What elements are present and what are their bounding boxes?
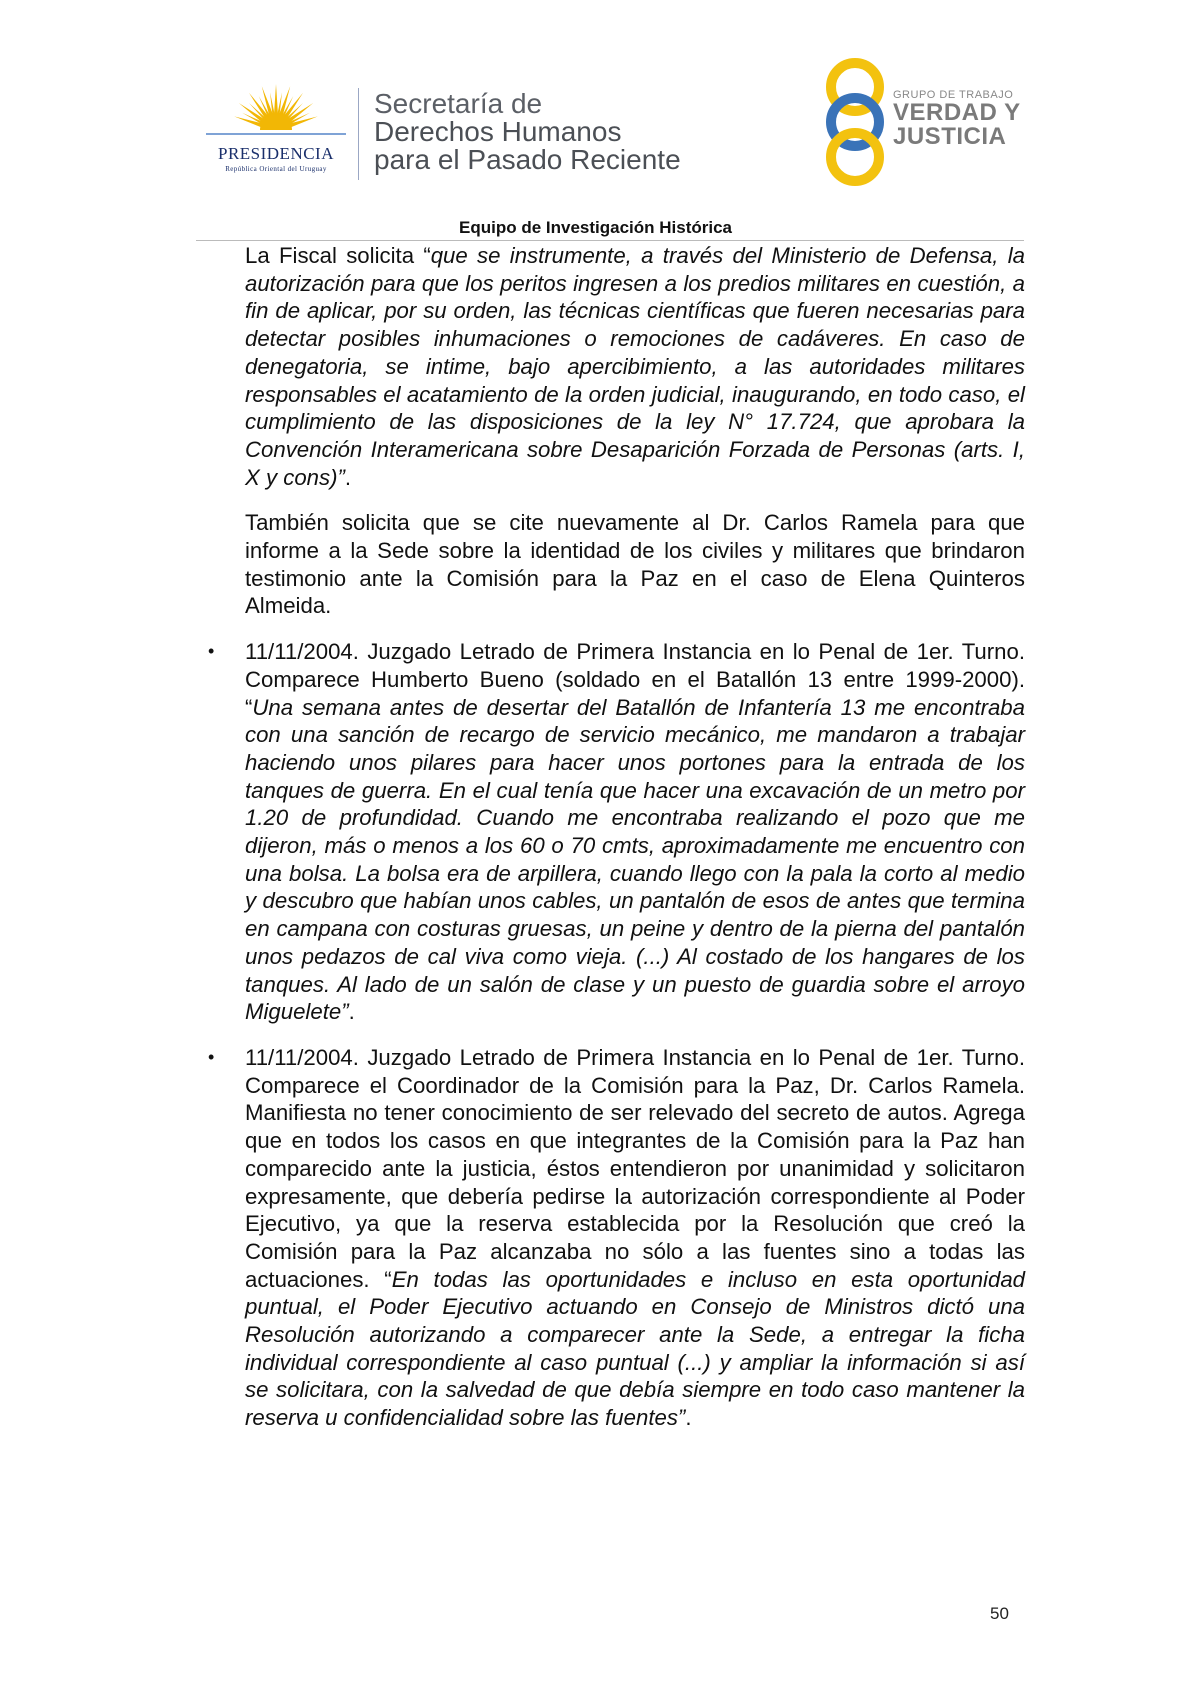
grupo-small-label: GRUPO DE TRABAJO: [893, 89, 1014, 101]
header-rule: [196, 240, 1024, 241]
grupo-line-2: JUSTICIA: [893, 123, 1007, 150]
secretaria-title: [374, 90, 681, 174]
ramela-testimony-end: .: [685, 1405, 692, 1431]
ramela-testimony-paragraph: [245, 1044, 1025, 1432]
ramela-testimony-quote: En todas las oportunidades e incluso en esta oportunidad puntual, el Poder Ejecutivo actuando en Consejo de Ministros dictó una Resolución autorizando a comparecer ante la Sede, a entregar la ficha individual correspondiente al caso puntual (...) y ampliar la información si así se solicitara, con la salvedad de que debía siempre en todo caso mantener la reserva u confidencialidad sobre las fuentes”: [245, 1266, 1025, 1431]
fiscal-request-paragraph: [245, 242, 1025, 491]
grupo-line-1: VERDAD Y: [893, 99, 1021, 126]
bullet-icon: •: [208, 641, 215, 662]
document-body: [208, 242, 1025, 1432]
bueno-testimony-lead: 11/11/2004. Juzgado Letrado de Primera Instancia en lo Penal de 1er. Turno. Comparece Humberto Bueno (soldado en el Batallón 13 entre 1999-2000). “: [245, 639, 1025, 720]
list-item: [208, 638, 1025, 1026]
header-divider: [358, 88, 359, 180]
presidencia-logo: [196, 82, 356, 182]
bueno-testimony-end: .: [348, 999, 355, 1025]
list-item: [208, 1044, 1025, 1432]
bueno-testimony-quote: Una semana antes de desertar del Batallón de Infantería 13 me encontraba con una sanción de recargo de servicio mecánico, me mandaron a trabajar haciendo unos pilares para hacer unos portones para la entrada de los tanques de guerra. En el cual tenía que hacer una excavación de un metro por 1.20 de profundidad. Cuando me encontraba realizando el pozo que me dijeron, más o menos a los 60 o 70 cmts, aproximadamente me encuentro con una bolsa. La bolsa era de arpillera, cuando llego con la pala la corto al medio y descubro que habían unos cables, un pantalón de esos de antes que termina en campana con costuras gruesas, un peine y dentro de la pierna del pantalón unos pedazos de cal viva como vieja. (...) Al costado de los hangares de los tanques. Al lado de un salón de clase y un puesto de guardia sobre el arroyo Miguelete”: [245, 694, 1025, 1025]
ramela-citation-paragraph: También solicita que se cite nuevamente al Dr. Carlos Ramela para que informe a la Sede sobre la identidad de los civiles y militares que brindaron testimonio ante la Comisión para la Paz en el caso de Elena Quinteros Almeida.: [245, 510, 1025, 619]
verdad-justicia-text: [893, 89, 1021, 149]
bullet-icon: •: [208, 1046, 215, 1067]
page-header: [0, 0, 1191, 245]
ramela-testimony-lead: 11/11/2004. Juzgado Letrado de Primera Instancia en lo Penal de 1er. Turno. Comparece el Coordinador de la Comisión para la Paz, Dr. Carlos Ramela. Manifiesta no tener conocimiento de ser relevado del secreto de autos. Agrega que en todos los casos en que integrantes de la Comisión para la Paz han comparecido ante la justicia, éstos entendieron por unanimidad y solicitaron expresamente, que debería pedirse la autorización correspondiente al Poder Ejecutivo, ya que la reserva establecida por la Resolución que creó la Comisión para la Paz alcanzaba no sólo a las fuentes sino a todas las actuaciones. “: [245, 1044, 1025, 1292]
page-number: 50: [990, 1604, 1009, 1623]
sun-icon: [196, 82, 356, 144]
bueno-testimony-paragraph: [245, 638, 1025, 1026]
verdad-justicia-logo: [820, 57, 1040, 187]
team-title: Equipo de Investigación Histórica: [459, 218, 732, 237]
secretaria-line-2: Derechos Humanos: [374, 116, 622, 147]
interlocking-rings-icon: [820, 57, 890, 187]
fiscal-request-end: .: [344, 464, 352, 490]
presidencia-subtitle: República Oriental del Uruguay: [225, 165, 327, 173]
fiscal-request-quote: que se instrumente, a través del Ministerio de Defensa, la autorización para que los peritos ingresen a los predios militares en cuestión, a fin de aplicar, por su orden, las técnicas científicas que fueren necesarias para detectar posibles inhumaciones o remociones de cadáveres. En caso de denegatoria, se intime, bajo apercibimiento, a las autoridades militares responsables el acatamiento de la orden judicial, inaugurando, en todo caso, el cumplimiento de las disposiciones de la ley N° 17.724, que aprobara la Convención Interamericana sobre Desaparición Forzada de Personas (arts. I, X y cons)”: [245, 243, 1025, 490]
presidencia-name: PRESIDENCIA: [217, 144, 334, 163]
secretaria-line-3: para el Pasado Reciente: [374, 144, 681, 175]
fiscal-request-lead: La Fiscal solicita “: [245, 243, 431, 268]
secretaria-line-1: Secretaría de: [374, 88, 543, 119]
